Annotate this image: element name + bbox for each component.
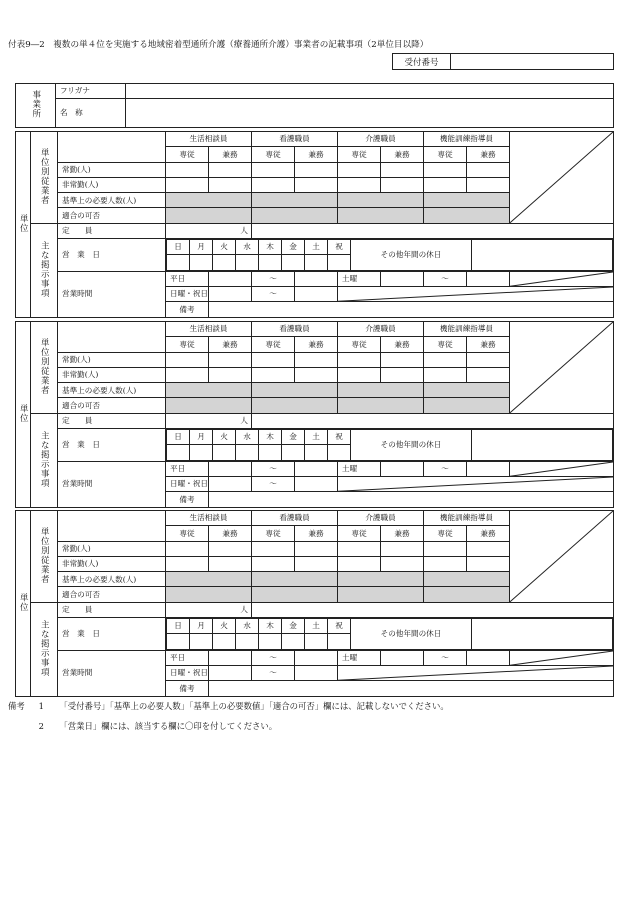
- full-time-header: 専従: [166, 526, 209, 541]
- reception-number-box: [392, 53, 614, 70]
- staff-count-cell[interactable]: [338, 367, 381, 382]
- role-header: 看護職員: [252, 322, 338, 337]
- day-mark-cell[interactable]: [167, 634, 190, 649]
- day-label: 木: [259, 619, 282, 634]
- tilde: ～: [424, 650, 467, 665]
- capacity-field[interactable]: 人: [166, 413, 252, 428]
- days-grid: [166, 429, 613, 461]
- reserved-cell: [424, 398, 510, 413]
- name-field[interactable]: [126, 99, 614, 128]
- staff-count-cell[interactable]: [424, 177, 467, 192]
- staff-count-cell[interactable]: [295, 367, 338, 382]
- day-label: 水: [236, 430, 259, 445]
- staff-row-label: 基準上の必要人数(人): [58, 383, 166, 398]
- business-days-label: 営 業 日: [58, 618, 166, 651]
- staff-row-label: 適合の可否: [58, 587, 166, 602]
- staff-count-cell[interactable]: [252, 177, 295, 192]
- day-label: 日: [167, 240, 190, 255]
- saturday-start[interactable]: [381, 650, 424, 665]
- staff-count-cell[interactable]: [209, 177, 252, 192]
- day-mark-cell[interactable]: [282, 255, 305, 270]
- day-label: 金: [282, 240, 305, 255]
- full-time-header: 専従: [252, 147, 295, 162]
- staff-count-cell[interactable]: [295, 541, 338, 556]
- staff-row-label: 適合の可否: [58, 398, 166, 413]
- diagonal-cell: [510, 271, 614, 286]
- day-label: 火: [213, 619, 236, 634]
- staff-count-cell[interactable]: [252, 556, 295, 571]
- staff-count-cell[interactable]: [166, 162, 209, 177]
- business-days-cell: [166, 429, 614, 462]
- reserved-cell: [252, 572, 338, 587]
- staff-count-cell[interactable]: [467, 177, 510, 192]
- staff-count-cell[interactable]: [381, 177, 424, 192]
- day-label: 日: [167, 619, 190, 634]
- day-label: 木: [259, 240, 282, 255]
- saturday-end[interactable]: [467, 461, 510, 476]
- staff-row-label: 非常勤(人): [58, 177, 166, 192]
- staff-count-cell[interactable]: [252, 541, 295, 556]
- tilde: ～: [252, 650, 295, 665]
- staff-count-cell[interactable]: [166, 556, 209, 571]
- saturday-end[interactable]: [467, 650, 510, 665]
- day-mark-cell[interactable]: [328, 445, 351, 460]
- reserved-cell: [338, 193, 424, 208]
- day-mark-cell[interactable]: [282, 634, 305, 649]
- role-header: 生活相談員: [166, 322, 252, 337]
- staff-count-cell[interactable]: [252, 162, 295, 177]
- reserved-cell: [338, 587, 424, 602]
- sunday-holiday-label: 日曜・祝日: [166, 286, 209, 301]
- day-label: 日: [167, 430, 190, 445]
- day-mark-cell[interactable]: [305, 634, 328, 649]
- staff-count-cell[interactable]: [424, 556, 467, 571]
- capacity-label: 定 員: [58, 602, 166, 617]
- staff-count-cell[interactable]: [467, 352, 510, 367]
- concurrent-header: 兼務: [467, 526, 510, 541]
- diagonal-cell: [510, 322, 614, 414]
- day-label: 火: [213, 430, 236, 445]
- full-time-header: 専従: [166, 147, 209, 162]
- saturday-label: 土曜: [338, 461, 381, 476]
- staff-count-cell[interactable]: [381, 162, 424, 177]
- day-label: 月: [190, 240, 213, 255]
- day-label: 月: [190, 430, 213, 445]
- tilde: ～: [252, 461, 295, 476]
- diagonal-cell: [338, 665, 614, 680]
- sunday-end[interactable]: [295, 665, 338, 680]
- weekday-end[interactable]: [295, 650, 338, 665]
- name-label: 名 称: [56, 99, 126, 128]
- unit-side-label: 単位: [16, 322, 31, 508]
- sunday-start[interactable]: [209, 665, 252, 680]
- day-mark-cell[interactable]: [305, 445, 328, 460]
- diagonal-cell: [338, 286, 614, 301]
- staff-row-label: 基準上の必要人数(人): [58, 572, 166, 587]
- other-holidays-label: その他年間の休日: [351, 619, 472, 650]
- reserved-cell: [424, 572, 510, 587]
- concurrent-header: 兼務: [295, 337, 338, 352]
- saturday-start[interactable]: [381, 271, 424, 286]
- staff-count-cell[interactable]: [209, 162, 252, 177]
- staff-count-cell[interactable]: [424, 162, 467, 177]
- day-mark-cell[interactable]: [259, 445, 282, 460]
- full-time-header: 専従: [424, 337, 467, 352]
- diagonal-cell: [338, 476, 614, 491]
- staff-row-label: 常勤(人): [58, 541, 166, 556]
- days-grid: [166, 618, 613, 650]
- reserved-cell: [252, 587, 338, 602]
- reserved-cell: [338, 208, 424, 223]
- remarks-field[interactable]: [209, 492, 614, 507]
- business-side-label: 事業所: [16, 84, 56, 128]
- day-mark-cell[interactable]: [282, 445, 305, 460]
- notice-side-label: 主な掲示事項: [31, 413, 58, 507]
- weekday-label: 平日: [166, 461, 209, 476]
- staff-count-cell[interactable]: [467, 556, 510, 571]
- other-holidays-label: その他年間の休日: [351, 430, 472, 461]
- weekday-label: 平日: [166, 650, 209, 665]
- reserved-cell: [338, 572, 424, 587]
- staff-count-cell[interactable]: [381, 556, 424, 571]
- weekday-end[interactable]: [295, 271, 338, 286]
- remarks-label: 備考: [166, 302, 209, 317]
- saturday-label: 土曜: [338, 650, 381, 665]
- unit-side-label: 単位: [16, 132, 31, 318]
- staff-row-label: 非常勤(人): [58, 367, 166, 382]
- day-label: 水: [236, 619, 259, 634]
- capacity-label: 定 員: [58, 413, 166, 428]
- day-label: 金: [282, 619, 305, 634]
- reserved-cell: [338, 383, 424, 398]
- concurrent-header: 兼務: [209, 526, 252, 541]
- day-label: 木: [259, 430, 282, 445]
- notes-label: 備考: [8, 701, 25, 711]
- staff-side-label: 単位別従業者: [31, 322, 58, 414]
- day-label: 土: [305, 240, 328, 255]
- staff-count-cell[interactable]: [381, 367, 424, 382]
- staff-count-cell[interactable]: [166, 367, 209, 382]
- day-mark-cell[interactable]: [259, 255, 282, 270]
- role-header: 機能訓練指導員: [424, 511, 510, 526]
- day-label: 土: [305, 619, 328, 634]
- capacity-label: 定 員: [58, 223, 166, 238]
- day-mark-cell[interactable]: [236, 255, 259, 270]
- business-table: [15, 83, 614, 128]
- staff-row-label: 適合の可否: [58, 208, 166, 223]
- full-time-header: 専従: [166, 337, 209, 352]
- reserved-cell: [166, 193, 252, 208]
- role-header: 機能訓練指導員: [424, 322, 510, 337]
- reserved-cell: [424, 587, 510, 602]
- sunday-holiday-label: 日曜・祝日: [166, 665, 209, 680]
- concurrent-header: 兼務: [467, 337, 510, 352]
- business-days-cell: [166, 239, 614, 272]
- weekday-start[interactable]: [209, 461, 252, 476]
- hours-label: 営業時間: [58, 650, 166, 696]
- furigana-label: フリガナ: [56, 84, 126, 99]
- tilde: ～: [252, 665, 295, 680]
- remarks-label: 備考: [166, 681, 209, 696]
- day-label: 祝: [328, 619, 351, 634]
- tilde: ～: [424, 461, 467, 476]
- remarks-field[interactable]: [209, 302, 614, 317]
- day-mark-cell[interactable]: [213, 255, 236, 270]
- day-mark-cell[interactable]: [328, 634, 351, 649]
- day-mark-cell[interactable]: [328, 255, 351, 270]
- unit-table-1: [15, 131, 614, 318]
- reserved-cell: [166, 398, 252, 413]
- full-time-header: 専従: [338, 526, 381, 541]
- staff-row-label: 常勤(人): [58, 352, 166, 367]
- concurrent-header: 兼務: [467, 147, 510, 162]
- saturday-label: 土曜: [338, 271, 381, 286]
- sunday-holiday-label: 日曜・祝日: [166, 476, 209, 491]
- note-2-text: 「営業日」欄には、該当する欄に〇印を付してください。: [59, 721, 278, 731]
- day-mark-cell[interactable]: [190, 445, 213, 460]
- full-time-header: 専従: [338, 147, 381, 162]
- day-mark-cell[interactable]: [259, 634, 282, 649]
- tilde: ～: [252, 286, 295, 301]
- reserved-cell: [424, 208, 510, 223]
- tilde: ～: [424, 271, 467, 286]
- diagonal-cell: [510, 511, 614, 603]
- staff-corner: [58, 511, 166, 542]
- role-header: 生活相談員: [166, 132, 252, 147]
- full-time-header: 専従: [252, 526, 295, 541]
- notice-side-label: 主な掲示事項: [31, 602, 58, 696]
- staff-count-cell[interactable]: [209, 556, 252, 571]
- business-days-cell: [166, 618, 614, 651]
- reserved-cell: [252, 398, 338, 413]
- concurrent-header: 兼務: [381, 147, 424, 162]
- sunday-start[interactable]: [209, 476, 252, 491]
- other-holidays-field[interactable]: [472, 619, 613, 650]
- staff-count-cell[interactable]: [166, 352, 209, 367]
- day-label: 祝: [328, 240, 351, 255]
- weekday-start[interactable]: [209, 271, 252, 286]
- staff-count-cell[interactable]: [166, 177, 209, 192]
- saturday-start[interactable]: [381, 461, 424, 476]
- reserved-cell: [424, 383, 510, 398]
- other-holidays-field[interactable]: [472, 240, 613, 271]
- other-holidays-label: その他年間の休日: [351, 240, 472, 271]
- role-header: 介護職員: [338, 132, 424, 147]
- note-2: [8, 720, 277, 732]
- capacity-field[interactable]: 人: [166, 223, 252, 238]
- staff-corner: [58, 132, 166, 163]
- day-mark-cell[interactable]: [167, 255, 190, 270]
- role-header: 介護職員: [338, 322, 424, 337]
- unit-table-2: [15, 321, 614, 508]
- full-time-header: 専従: [424, 526, 467, 541]
- staff-count-cell[interactable]: [338, 352, 381, 367]
- sunday-end[interactable]: [295, 286, 338, 301]
- other-holidays-field[interactable]: [472, 430, 613, 461]
- staff-count-cell[interactable]: [295, 177, 338, 192]
- staff-side-label: 単位別従業者: [31, 132, 58, 224]
- staff-count-cell[interactable]: [252, 352, 295, 367]
- capacity-field[interactable]: 人: [166, 602, 252, 617]
- role-header: 看護職員: [252, 132, 338, 147]
- notice-side-label: 主な掲示事項: [31, 223, 58, 317]
- staff-count-cell[interactable]: [338, 162, 381, 177]
- reception-number-field[interactable]: [451, 54, 613, 69]
- diagonal-cell: [510, 650, 614, 665]
- unit-side-label: 単位: [16, 511, 31, 697]
- staff-count-cell[interactable]: [424, 367, 467, 382]
- weekday-end[interactable]: [295, 461, 338, 476]
- reserved-cell: [166, 572, 252, 587]
- staff-corner: [58, 322, 166, 353]
- remarks-field[interactable]: [209, 681, 614, 696]
- reserved-cell: [252, 193, 338, 208]
- role-header: 介護職員: [338, 511, 424, 526]
- staff-count-cell[interactable]: [338, 556, 381, 571]
- day-mark-cell[interactable]: [213, 445, 236, 460]
- day-mark-cell[interactable]: [190, 255, 213, 270]
- day-mark-cell[interactable]: [213, 634, 236, 649]
- business-days-label: 営 業 日: [58, 239, 166, 272]
- reserved-cell: [252, 383, 338, 398]
- hours-label: 営業時間: [58, 461, 166, 507]
- staff-count-cell[interactable]: [295, 162, 338, 177]
- staff-count-cell[interactable]: [424, 352, 467, 367]
- sunday-end[interactable]: [295, 476, 338, 491]
- day-mark-cell[interactable]: [167, 445, 190, 460]
- hours-label: 営業時間: [58, 271, 166, 317]
- day-mark-cell[interactable]: [236, 634, 259, 649]
- reserved-cell: [166, 587, 252, 602]
- staff-count-cell[interactable]: [467, 367, 510, 382]
- staff-row-label: 非常勤(人): [58, 556, 166, 571]
- weekday-label: 平日: [166, 271, 209, 286]
- tilde: ～: [252, 476, 295, 491]
- full-time-header: 専従: [424, 147, 467, 162]
- staff-count-cell[interactable]: [338, 177, 381, 192]
- form-title: 付表9―2 複数の単４位を実施する地域密着型通所介護（療養通所介護）事業者の記載事項（2単位目以降）: [8, 40, 429, 50]
- day-label: 水: [236, 240, 259, 255]
- concurrent-header: 兼務: [295, 526, 338, 541]
- day-label: 金: [282, 430, 305, 445]
- day-label: 火: [213, 240, 236, 255]
- staff-count-cell[interactable]: [209, 541, 252, 556]
- day-mark-cell[interactable]: [190, 634, 213, 649]
- full-time-header: 専従: [252, 337, 295, 352]
- reserved-cell: [252, 208, 338, 223]
- note-2-number: 2: [38, 721, 45, 731]
- sunday-start[interactable]: [209, 286, 252, 301]
- reserved-cell: [338, 398, 424, 413]
- staff-count-cell[interactable]: [295, 556, 338, 571]
- staff-count-cell[interactable]: [252, 367, 295, 382]
- remarks-label: 備考: [166, 492, 209, 507]
- note-1-number: 1: [38, 701, 45, 711]
- role-header: 生活相談員: [166, 511, 252, 526]
- day-mark-cell[interactable]: [305, 255, 328, 270]
- reserved-cell: [166, 208, 252, 223]
- staff-count-cell[interactable]: [166, 541, 209, 556]
- concurrent-header: 兼務: [381, 526, 424, 541]
- diagonal-cell: [510, 461, 614, 476]
- staff-count-cell[interactable]: [295, 352, 338, 367]
- staff-count-cell[interactable]: [381, 541, 424, 556]
- day-label: 月: [190, 619, 213, 634]
- saturday-end[interactable]: [467, 271, 510, 286]
- concurrent-header: 兼務: [209, 147, 252, 162]
- note-1: [8, 700, 449, 712]
- staff-row-label: 基準上の必要人数(人): [58, 193, 166, 208]
- diagonal-cell: [510, 132, 614, 224]
- staff-side-label: 単位別従業者: [31, 511, 58, 603]
- days-grid: [166, 239, 613, 271]
- note-1-text: 「受付番号」「基準上の必要人数」「基準上の必要数値」「適合の可否」欄には、記載しないでください。: [59, 701, 449, 711]
- reserved-cell: [166, 383, 252, 398]
- day-mark-cell[interactable]: [236, 445, 259, 460]
- role-header: 機能訓練指導員: [424, 132, 510, 147]
- reception-number-label: 受付番号: [393, 54, 451, 69]
- staff-row-label: 常勤(人): [58, 162, 166, 177]
- staff-count-cell[interactable]: [209, 367, 252, 382]
- unit-table-3: [15, 510, 614, 697]
- staff-count-cell[interactable]: [467, 541, 510, 556]
- concurrent-header: 兼務: [209, 337, 252, 352]
- staff-count-cell[interactable]: [338, 541, 381, 556]
- day-label: 祝: [328, 430, 351, 445]
- business-days-label: 営 業 日: [58, 429, 166, 462]
- tilde: ～: [252, 271, 295, 286]
- furigana-field[interactable]: [126, 84, 614, 99]
- full-time-header: 専従: [338, 337, 381, 352]
- concurrent-header: 兼務: [295, 147, 338, 162]
- staff-count-cell[interactable]: [467, 162, 510, 177]
- staff-count-cell[interactable]: [424, 541, 467, 556]
- staff-count-cell[interactable]: [381, 352, 424, 367]
- concurrent-header: 兼務: [381, 337, 424, 352]
- weekday-start[interactable]: [209, 650, 252, 665]
- role-header: 看護職員: [252, 511, 338, 526]
- day-label: 土: [305, 430, 328, 445]
- staff-count-cell[interactable]: [209, 352, 252, 367]
- reserved-cell: [424, 193, 510, 208]
